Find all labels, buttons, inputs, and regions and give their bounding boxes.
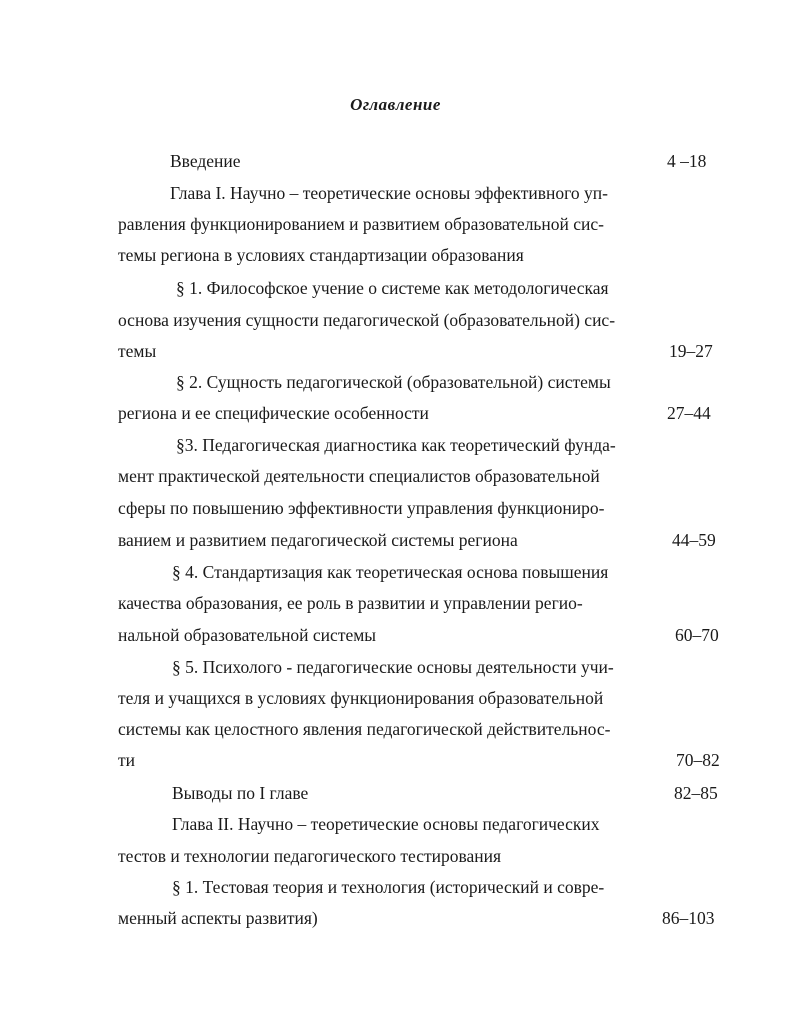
toc-line: § 1. Тестовая теория и технология (исторический и совре- [172, 877, 605, 897]
page-range-sec1: 19–27 [669, 341, 713, 361]
toc-line: качества образования, ее роль в развитии и управлении регио- [118, 593, 583, 613]
toc-line: темы [118, 341, 157, 361]
toc-line-conclusions: Выводы по I главе [172, 783, 309, 803]
page-range-sec4: 60–70 [675, 625, 719, 645]
toc-line: ванием и развитием педагогической системы региона [118, 530, 518, 550]
toc-line: темы региона в условиях стандартизации образования [118, 245, 524, 265]
page-range-intro: 4 –18 [667, 151, 707, 171]
toc-line: § 2. Сущность педагогической (образовательной) системы [176, 372, 611, 392]
page-range-ch2-sec1: 86–103 [662, 908, 715, 928]
toc-line: Глава I. Научно – теоретические основы эффективного уп- [170, 183, 608, 203]
page-range-sec3: 44–59 [672, 530, 716, 550]
toc-line: § 4. Стандартизация как теоретическая основа повышения [172, 562, 609, 582]
toc-line-intro: Введение [170, 151, 241, 171]
toc-line: § 5. Психолого - педагогические основы деятельности учи- [172, 657, 614, 677]
toc-line: § 1. Философское учение о системе как методологическая [176, 278, 609, 298]
page-title: Оглавление [350, 95, 441, 114]
toc-line: тестов и технологии педагогического тестирования [118, 846, 502, 866]
page-range-sec5: 70–82 [676, 750, 720, 770]
toc-line: Глава II. Научно – теоретические основы педагогических [172, 814, 600, 834]
toc-line: ти [118, 750, 136, 770]
toc-line: нальной образовательной системы [118, 625, 377, 645]
toc-line: региона и ее специфические особенности [118, 403, 429, 423]
toc-line: основа изучения сущности педагогической (образовательной) сис- [118, 310, 616, 330]
toc-line: системы как целостного явления педагогической действительнос- [118, 719, 611, 739]
page-range-conclusions: 82–85 [674, 783, 718, 803]
page-range-sec2: 27–44 [667, 403, 711, 423]
toc-line: теля и учащихся в условиях функционирования образовательной [118, 688, 604, 708]
toc-line: мент практической деятельности специалистов образовательной [118, 466, 600, 486]
toc-line: равления функционированием и развитием образовательной сис- [118, 214, 605, 234]
toc-line: сферы по повышению эффективности управления функциониро- [118, 498, 605, 518]
toc-line: §3. Педагогическая диагностика как теоретический фунда- [176, 435, 616, 455]
toc-line: менный аспекты развития) [118, 908, 318, 928]
